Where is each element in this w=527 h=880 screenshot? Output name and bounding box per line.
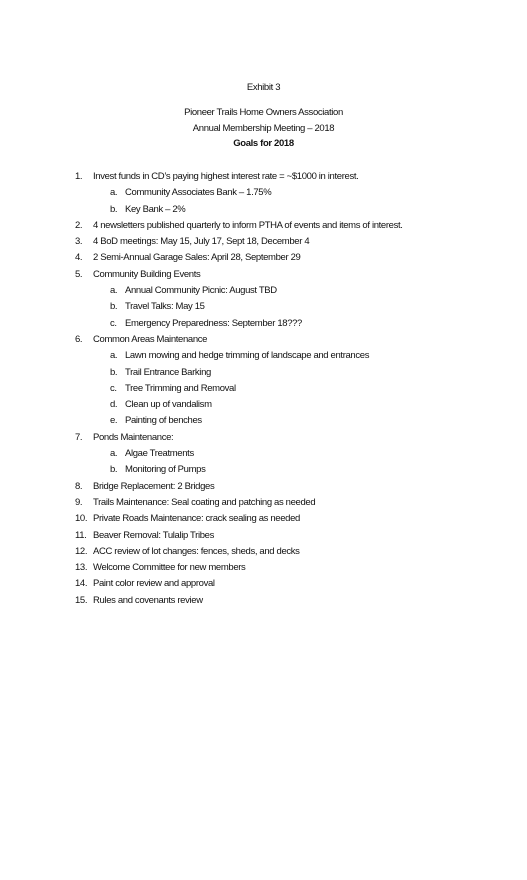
- item-number: e.: [110, 415, 118, 427]
- item-number: c.: [110, 382, 117, 394]
- sub-list-item: [0, 397, 527, 413]
- item-number: 6.: [75, 333, 83, 345]
- list-item: [0, 511, 527, 527]
- item-text: 2 Semi-Annual Garage Sales: April 28, September 29: [93, 252, 301, 264]
- list-item: [0, 250, 527, 266]
- item-text: Bridge Replacement: 2 Bridges: [93, 480, 215, 492]
- item-text: Common Areas Maintenance: [93, 333, 208, 345]
- item-text: Invest funds in CD’s paying highest interest rate = ~$1000 in interest.: [93, 171, 359, 182]
- item-text: Trails Maintenance: Seal coating and patching as needed: [93, 496, 316, 508]
- item-text: Welcome Committee for new members: [93, 562, 246, 574]
- list-item: [0, 430, 527, 446]
- item-number: 5.: [75, 268, 83, 280]
- item-text: Lawn mowing and hedge trimming of landscape and entrances: [125, 350, 370, 362]
- list-item: [0, 593, 527, 609]
- item-number: 4.: [75, 252, 83, 264]
- sub-list-item: [0, 381, 527, 397]
- list-item: [0, 560, 527, 576]
- sub-list-item: [0, 462, 527, 478]
- item-text: Clean up of vandalism: [125, 399, 212, 411]
- item-text: Tree Trimming and Removal: [125, 382, 236, 394]
- item-number: b.: [110, 464, 118, 476]
- list-item: [0, 332, 527, 348]
- item-text: Monitoring of Pumps: [125, 464, 206, 476]
- item-number: 2.: [75, 219, 83, 231]
- list-item: [0, 234, 527, 250]
- item-number: 11.: [75, 529, 87, 541]
- item-number: d.: [110, 399, 118, 411]
- item-number: 3.: [75, 236, 83, 248]
- list-item: [0, 495, 527, 511]
- item-text: 4 BoD meetings: May 15, July 17, Sept 18, December 4: [93, 236, 310, 248]
- item-text: Emergency Preparedness: September 18???: [125, 317, 302, 329]
- item-text: Community Building Events: [93, 268, 201, 280]
- item-text: Community Associates Bank – 1.75%: [125, 187, 272, 199]
- goals-list: [0, 169, 527, 609]
- item-number: c.: [110, 317, 117, 329]
- item-text: Annual Community Picnic: August TBD: [125, 285, 277, 297]
- item-number: b.: [110, 203, 118, 215]
- list-item: [0, 267, 527, 283]
- item-number: 7.: [75, 431, 83, 443]
- item-text: Painting of benches: [125, 415, 202, 427]
- item-text: 4 newsletters published quarterly to inform PTHA of events and items of interest.: [93, 219, 403, 231]
- item-text: Ponds Maintenance:: [93, 431, 174, 443]
- item-number: 10.: [75, 513, 88, 525]
- item-number: 1.: [75, 171, 83, 182]
- item-text: Paint color review and approval: [93, 578, 215, 590]
- sub-list-item: [0, 365, 527, 381]
- item-text: Travel Talks: May 15: [125, 301, 205, 313]
- item-text: Beaver Removal: Tulalip Tribes: [93, 529, 214, 541]
- item-number: a.: [110, 448, 118, 460]
- item-text: Key Bank – 2%: [125, 203, 186, 215]
- list-item: [0, 218, 527, 234]
- item-text: ACC review of lot changes: fences, sheds, and decks: [93, 545, 300, 557]
- item-number: b.: [110, 366, 118, 378]
- list-item: [0, 544, 527, 560]
- sub-list-item: [0, 348, 527, 364]
- item-number: a.: [110, 187, 118, 199]
- exhibit-label: Exhibit 3: [246, 82, 281, 93]
- list-item: [0, 169, 527, 185]
- item-number: b.: [110, 301, 118, 313]
- item-text: Rules and covenants review: [93, 594, 203, 606]
- item-number: 15.: [75, 594, 88, 606]
- sub-list-item: [0, 185, 527, 201]
- item-number: 12.: [75, 545, 88, 557]
- item-text: Trail Entrance Barking: [125, 366, 211, 378]
- item-number: 14.: [75, 578, 88, 590]
- sub-list-item: [0, 299, 527, 315]
- item-number: 13.: [75, 562, 88, 574]
- sub-list-item: [0, 413, 527, 429]
- goals-heading: Goals for 2018: [233, 138, 294, 149]
- list-item: [0, 528, 527, 544]
- item-text: Private Roads Maintenance: crack sealing as needed: [93, 513, 300, 525]
- meeting-title: Annual Membership Meeting – 2018: [192, 123, 335, 134]
- list-item: [0, 479, 527, 495]
- sub-list-item: [0, 446, 527, 462]
- sub-list-item: [0, 202, 527, 218]
- item-number: 9.: [75, 496, 83, 508]
- item-number: a.: [110, 285, 118, 297]
- item-number: a.: [110, 350, 118, 362]
- organization-name: Pioneer Trails Home Owners Association: [184, 107, 343, 118]
- item-number: 8.: [75, 480, 83, 492]
- list-item: [0, 576, 527, 592]
- sub-list-item: [0, 283, 527, 299]
- sub-list-item: [0, 316, 527, 332]
- item-text: Algae Treatments: [125, 448, 194, 460]
